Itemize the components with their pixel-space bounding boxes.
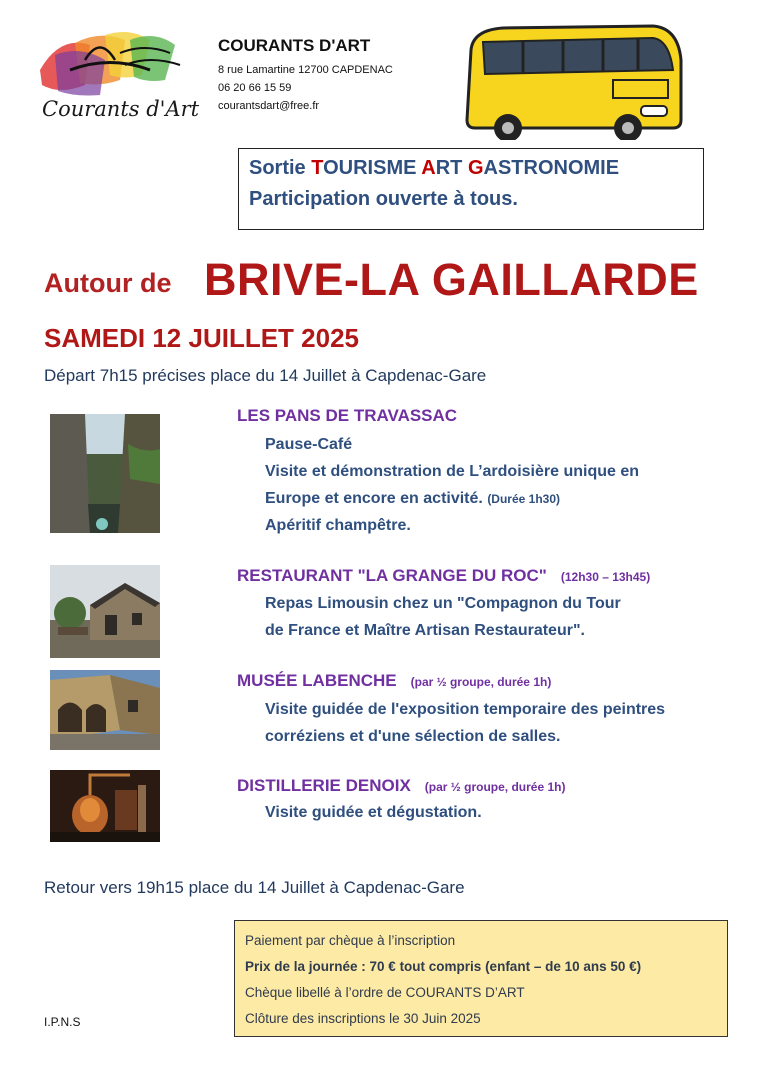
logo-text: Courants d'Art bbox=[42, 97, 200, 121]
travassac-photo bbox=[50, 414, 160, 533]
distillerie-photo bbox=[50, 770, 160, 842]
registration-deadline: Clôture des inscriptions le 30 Juin 2025 bbox=[245, 1011, 481, 1026]
banner-a-rest: RT bbox=[435, 157, 468, 179]
item3-title-row bbox=[237, 671, 551, 691]
banner-g-rest: ASTRONOMIE bbox=[483, 157, 620, 179]
item4-note: (par ½ groupe, durée 1h) bbox=[424, 780, 566, 794]
item2-line2: de France et Maître Artisan Restaurateur". bbox=[265, 622, 585, 639]
banner-g-initial: G bbox=[467, 157, 484, 179]
banner-t-initial: T bbox=[311, 157, 324, 179]
musee-labenche-photo bbox=[50, 670, 160, 750]
item1-line4: Apéritif champêtre. bbox=[265, 517, 411, 534]
autour-de-label: Autour de bbox=[44, 268, 172, 298]
ipns-footer: I.P.N.S bbox=[44, 1015, 81, 1029]
destination-title: BRIVE-LA GAILLARDE bbox=[204, 254, 699, 305]
item1-title: LES PANS DE TRAVASSAC bbox=[237, 406, 458, 425]
trip-type-line bbox=[249, 157, 693, 180]
payment-method: Paiement par chèque à l’inscription bbox=[245, 933, 456, 948]
trip-date: SAMEDI 12 JUILLET 2025 bbox=[44, 323, 359, 353]
return-info: Retour vers 19h15 place du 14 Juillet à Capdenac-Gare bbox=[44, 878, 465, 897]
org-phone: 06 20 66 15 59 bbox=[218, 82, 292, 94]
item1-line3 bbox=[265, 490, 560, 508]
item1-line3-text: Europe et encore en activité. bbox=[265, 490, 483, 507]
item2-line1: Repas Limousin chez un "Compagnon du Tour bbox=[265, 595, 621, 612]
item1-line1: Pause-Café bbox=[265, 436, 353, 453]
org-address: 8 rue Lamartine 12700 CAPDENAC bbox=[218, 64, 393, 76]
price-info: Prix de la journée : 70 € tout compris (enfant – de 10 ans 50 €) bbox=[245, 959, 642, 974]
item4-title: DISTILLERIE DENOIX bbox=[237, 776, 411, 795]
bus-icon bbox=[463, 20, 683, 140]
participation-line: Participation ouverte à tous. bbox=[249, 188, 518, 210]
item1-line2: Visite et démonstration de L’ardoisière unique en bbox=[265, 463, 640, 480]
bus-illustration bbox=[463, 20, 683, 140]
restaurant-photo bbox=[50, 565, 160, 658]
item2-title: RESTAURANT "LA GRANGE DU ROC" bbox=[237, 566, 547, 585]
item3-line1: Visite guidée de l'exposition temporaire des peintres bbox=[265, 701, 666, 718]
item4-title-row bbox=[237, 776, 566, 796]
item1-duration: (Durée 1h30) bbox=[487, 492, 561, 506]
courants-dart-logo bbox=[30, 25, 205, 125]
org-email[interactable]: courantsdart@free.fr bbox=[218, 100, 320, 112]
departure-info: Départ 7h15 précises place du 14 Juillet à Capdenac-Gare bbox=[44, 366, 487, 385]
item2-title-row bbox=[237, 566, 650, 586]
trip-type-box bbox=[238, 148, 704, 230]
item3-title: MUSÉE LABENCHE bbox=[237, 671, 397, 690]
banner-prefix: Sortie bbox=[249, 157, 312, 179]
cheque-payee: Chèque libellé à l’ordre de COURANTS D’ART bbox=[245, 985, 525, 1000]
org-name: COURANTS D'ART bbox=[218, 36, 371, 55]
rainbow-brush-logo-icon bbox=[30, 25, 205, 105]
banner-a-initial: A bbox=[421, 157, 436, 179]
payment-box bbox=[234, 920, 728, 1037]
item3-note: (par ½ groupe, durée 1h) bbox=[410, 675, 552, 689]
item3-line2: corréziens et d'une sélection de salles. bbox=[265, 728, 561, 745]
banner-t-rest: OURISME bbox=[323, 157, 422, 179]
item4-line1: Visite guidée et dégustation. bbox=[265, 804, 482, 821]
item2-note: (12h30 – 13h45) bbox=[560, 570, 651, 584]
